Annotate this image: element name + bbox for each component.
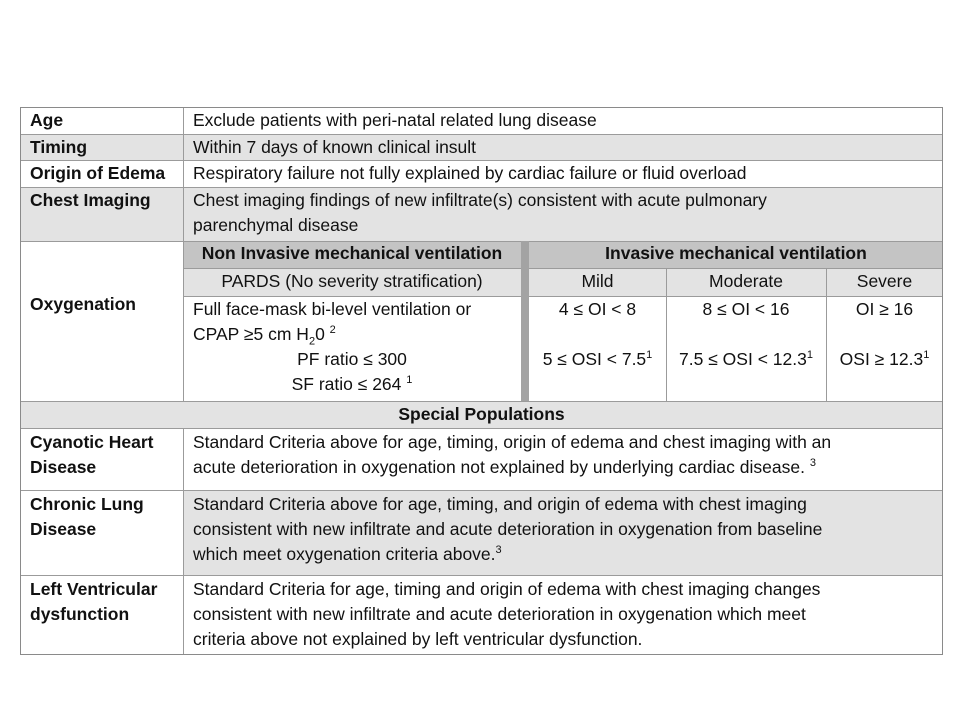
chronic-label	[20, 491, 183, 575]
chronic-line: consistent with new infiltrate and acute deterioration in oxygenation from baseline	[193, 519, 823, 539]
osi-range: 7.5 ≤ OSI < 12.3	[679, 349, 807, 369]
osi-range: OSI ≥ 12.3	[839, 349, 924, 369]
footnote-ref: 2	[329, 324, 336, 337]
footnote-ref: 1	[806, 349, 813, 362]
osi-range: 5 ≤ OSI < 7.5	[542, 349, 647, 369]
lv-label-line: Left Ventricular	[30, 579, 158, 599]
chest-imaging-criteria	[183, 187, 943, 241]
niv-pf-ratio: PF ratio ≤ 300	[297, 349, 407, 369]
osi-line	[826, 347, 943, 372]
cyanotic-text: acute deterioration in oxygenation not explained by underlying cardiac disease.	[193, 457, 805, 477]
lv-criteria	[183, 576, 943, 655]
cyanotic-line-2	[193, 455, 943, 480]
niv-cpap-line	[183, 322, 521, 347]
niv-header: Non Invasive mechanical ventilation	[201, 243, 503, 263]
lv-line: Standard Criteria for age, timing and origin of edema with chest imaging changes	[193, 579, 821, 599]
niv-sf-ratio: SF ratio ≤ 264	[291, 374, 402, 394]
chest-imaging-label: Chest Imaging	[30, 190, 151, 210]
imv-severe-header: Severe	[856, 271, 913, 291]
lv-line: consistent with new infiltrate and acute deterioration in oxygenation which meet	[193, 604, 806, 624]
lv-label-line: dysfunction	[30, 604, 130, 624]
niv-sf-line	[183, 372, 521, 397]
origin-criteria: Respiratory failure not fully explained by cardiac failure or fluid overload	[193, 163, 747, 183]
niv-subheader: PARDS (No severity stratification)	[221, 271, 483, 291]
chronic-line-3	[193, 542, 943, 567]
cyanotic-criteria	[183, 429, 943, 490]
chronic-text: which meet oxygenation criteria above.	[193, 544, 496, 564]
niv-cpap-sub: 2	[308, 335, 316, 348]
chest-imaging-line: parenchymal disease	[193, 215, 359, 235]
imv-header: Invasive mechanical ventilation	[605, 243, 867, 263]
imv-severe-criteria	[826, 297, 943, 401]
footnote-ref: 1	[646, 349, 653, 362]
age-criteria: Exclude patients with peri-natal related lung disease	[193, 110, 597, 130]
pards-criteria-table	[20, 107, 943, 655]
origin-label: Origin of Edema	[30, 163, 166, 183]
niv-line: Full face-mask bi-level ventilation or	[193, 299, 472, 319]
chronic-label-line: Disease	[30, 519, 97, 539]
osi-line	[529, 347, 666, 372]
chest-imaging-line: Chest imaging findings of new infiltrate(s) consistent with acute pulmonary	[193, 190, 767, 210]
footnote-ref: 1	[406, 374, 413, 387]
oi-range: OI ≥ 16	[855, 299, 914, 319]
oi-range: 4 ≤ OI < 8	[558, 299, 637, 319]
oxygenation-label: Oxygenation	[30, 294, 136, 314]
imv-moderate-criteria	[666, 297, 826, 401]
cyanotic-label-line: Cyanotic Heart	[30, 432, 154, 452]
cyanotic-line: Standard Criteria above for age, timing, origin of edema and chest imaging with an	[193, 432, 832, 452]
footnote-ref: 3	[809, 457, 816, 470]
special-populations-header: Special Populations	[398, 404, 565, 424]
timing-criteria: Within 7 days of known clinical insult	[193, 137, 477, 157]
chronic-label-line: Chronic Lung	[30, 494, 144, 514]
chronic-criteria	[183, 491, 943, 575]
timing-label: Timing	[30, 137, 88, 157]
oi-range: 8 ≤ OI < 16	[702, 299, 790, 319]
cyanotic-label-line: Disease	[30, 457, 97, 477]
niv-cpap-text: CPAP ≥5 cm H	[193, 324, 309, 344]
footnote-ref: 1	[923, 349, 930, 362]
imv-mild-header: Mild	[581, 271, 614, 291]
lv-label	[20, 576, 183, 655]
cyanotic-label	[20, 429, 183, 490]
footnote-ref: 3	[495, 544, 502, 557]
age-label: Age	[30, 110, 64, 130]
chronic-line: Standard Criteria above for age, timing, and origin of edema with chest imaging	[193, 494, 807, 514]
osi-line	[666, 347, 826, 372]
lv-line: criteria above not explained by left ventricular dysfunction.	[193, 629, 643, 649]
imv-moderate-header: Moderate	[709, 271, 783, 291]
niv-criteria	[183, 297, 521, 401]
niv-cpap-suffix: 0	[315, 324, 325, 344]
imv-mild-criteria	[529, 297, 666, 401]
